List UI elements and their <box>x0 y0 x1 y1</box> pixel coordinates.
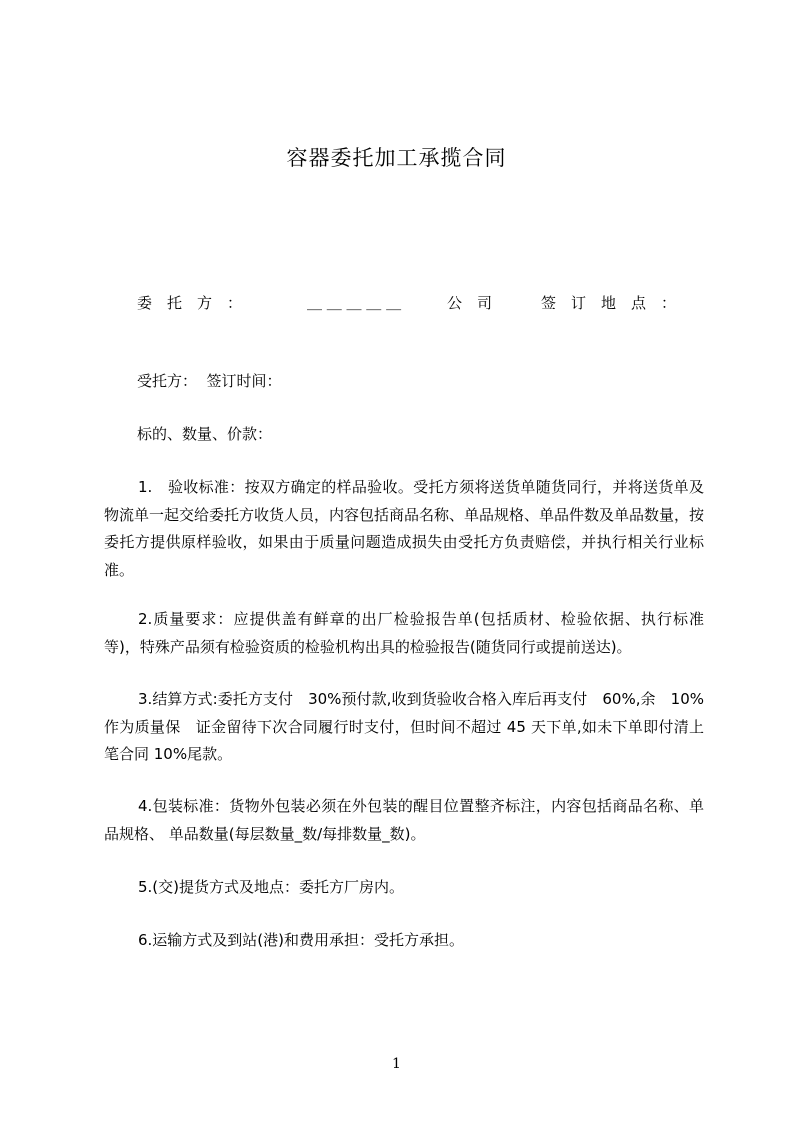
clause-4-packaging-standard <box>104 793 704 848</box>
clause-2-quality-requirements <box>104 606 704 661</box>
company-name-blank: ＿ ＿ ＿ ＿ ＿ <box>307 294 402 312</box>
subject-quantity-price-line: 标的、数量、价款： <box>137 425 273 443</box>
document-title: 容器委托加工承揽合同 <box>286 146 507 170</box>
clause-3-text: 3.结算方式:委托方支付 30%预付款,收到货验收合格入库后再支付 60%,余 10%作为质量保 证金留待下次合同履行时支付，但时间不超过 45 天下单,如未下单即付清上笔合同 10%尾款。 <box>104 690 704 763</box>
clause-1-text: 1. 验收标准：按双方确定的样品验收。受托方须将送货单随货同行，并将送货单及物流单一起交给委托方收货人员，内容包括商品名称、单品规格、单品件数及单品数量，按委托方提供原样验收，如果由于质量问题造成损失由受托方负责赔偿，并执行相关行业标准。 <box>104 478 705 579</box>
company-suffix: 公 司 <box>447 294 493 312</box>
parties-line <box>0 292 793 314</box>
clause-6-transport-and-costs <box>104 927 704 955</box>
clause-2-text: 2.质量要求：应提供盖有鲜章的出厂检验报告单(包括质材、检验依据、执行标准等)，特殊产品须有检验资质的检验机构出具的检验报告(随货同行或提前送达)。 <box>104 610 704 656</box>
contractor-and-signing-time-line: 受托方： 签订时间： <box>137 372 282 390</box>
page-number: 1 <box>392 1056 401 1072</box>
clause-5-delivery-method <box>104 874 704 902</box>
clause-1-acceptance-standard <box>104 474 704 584</box>
entrusting-party-label: 委 托 方 ： <box>137 294 243 312</box>
signing-place-label: 签 订 地 点 ： <box>541 294 677 312</box>
clause-3-settlement-method <box>104 686 704 769</box>
clause-4-text: 4.包装标准：货物外包装必须在外包装的醒目位置整齐标注，内容包括商品名称、单品规格、 单品数量(每层数量_数/每排数量_数)。 <box>104 797 704 843</box>
clause-5-text: 5.(交)提货方式及地点：委托方厂房内。 <box>138 878 405 896</box>
clause-6-text: 6.运输方式及到站(港)和费用承担：受托方承担。 <box>138 931 465 949</box>
